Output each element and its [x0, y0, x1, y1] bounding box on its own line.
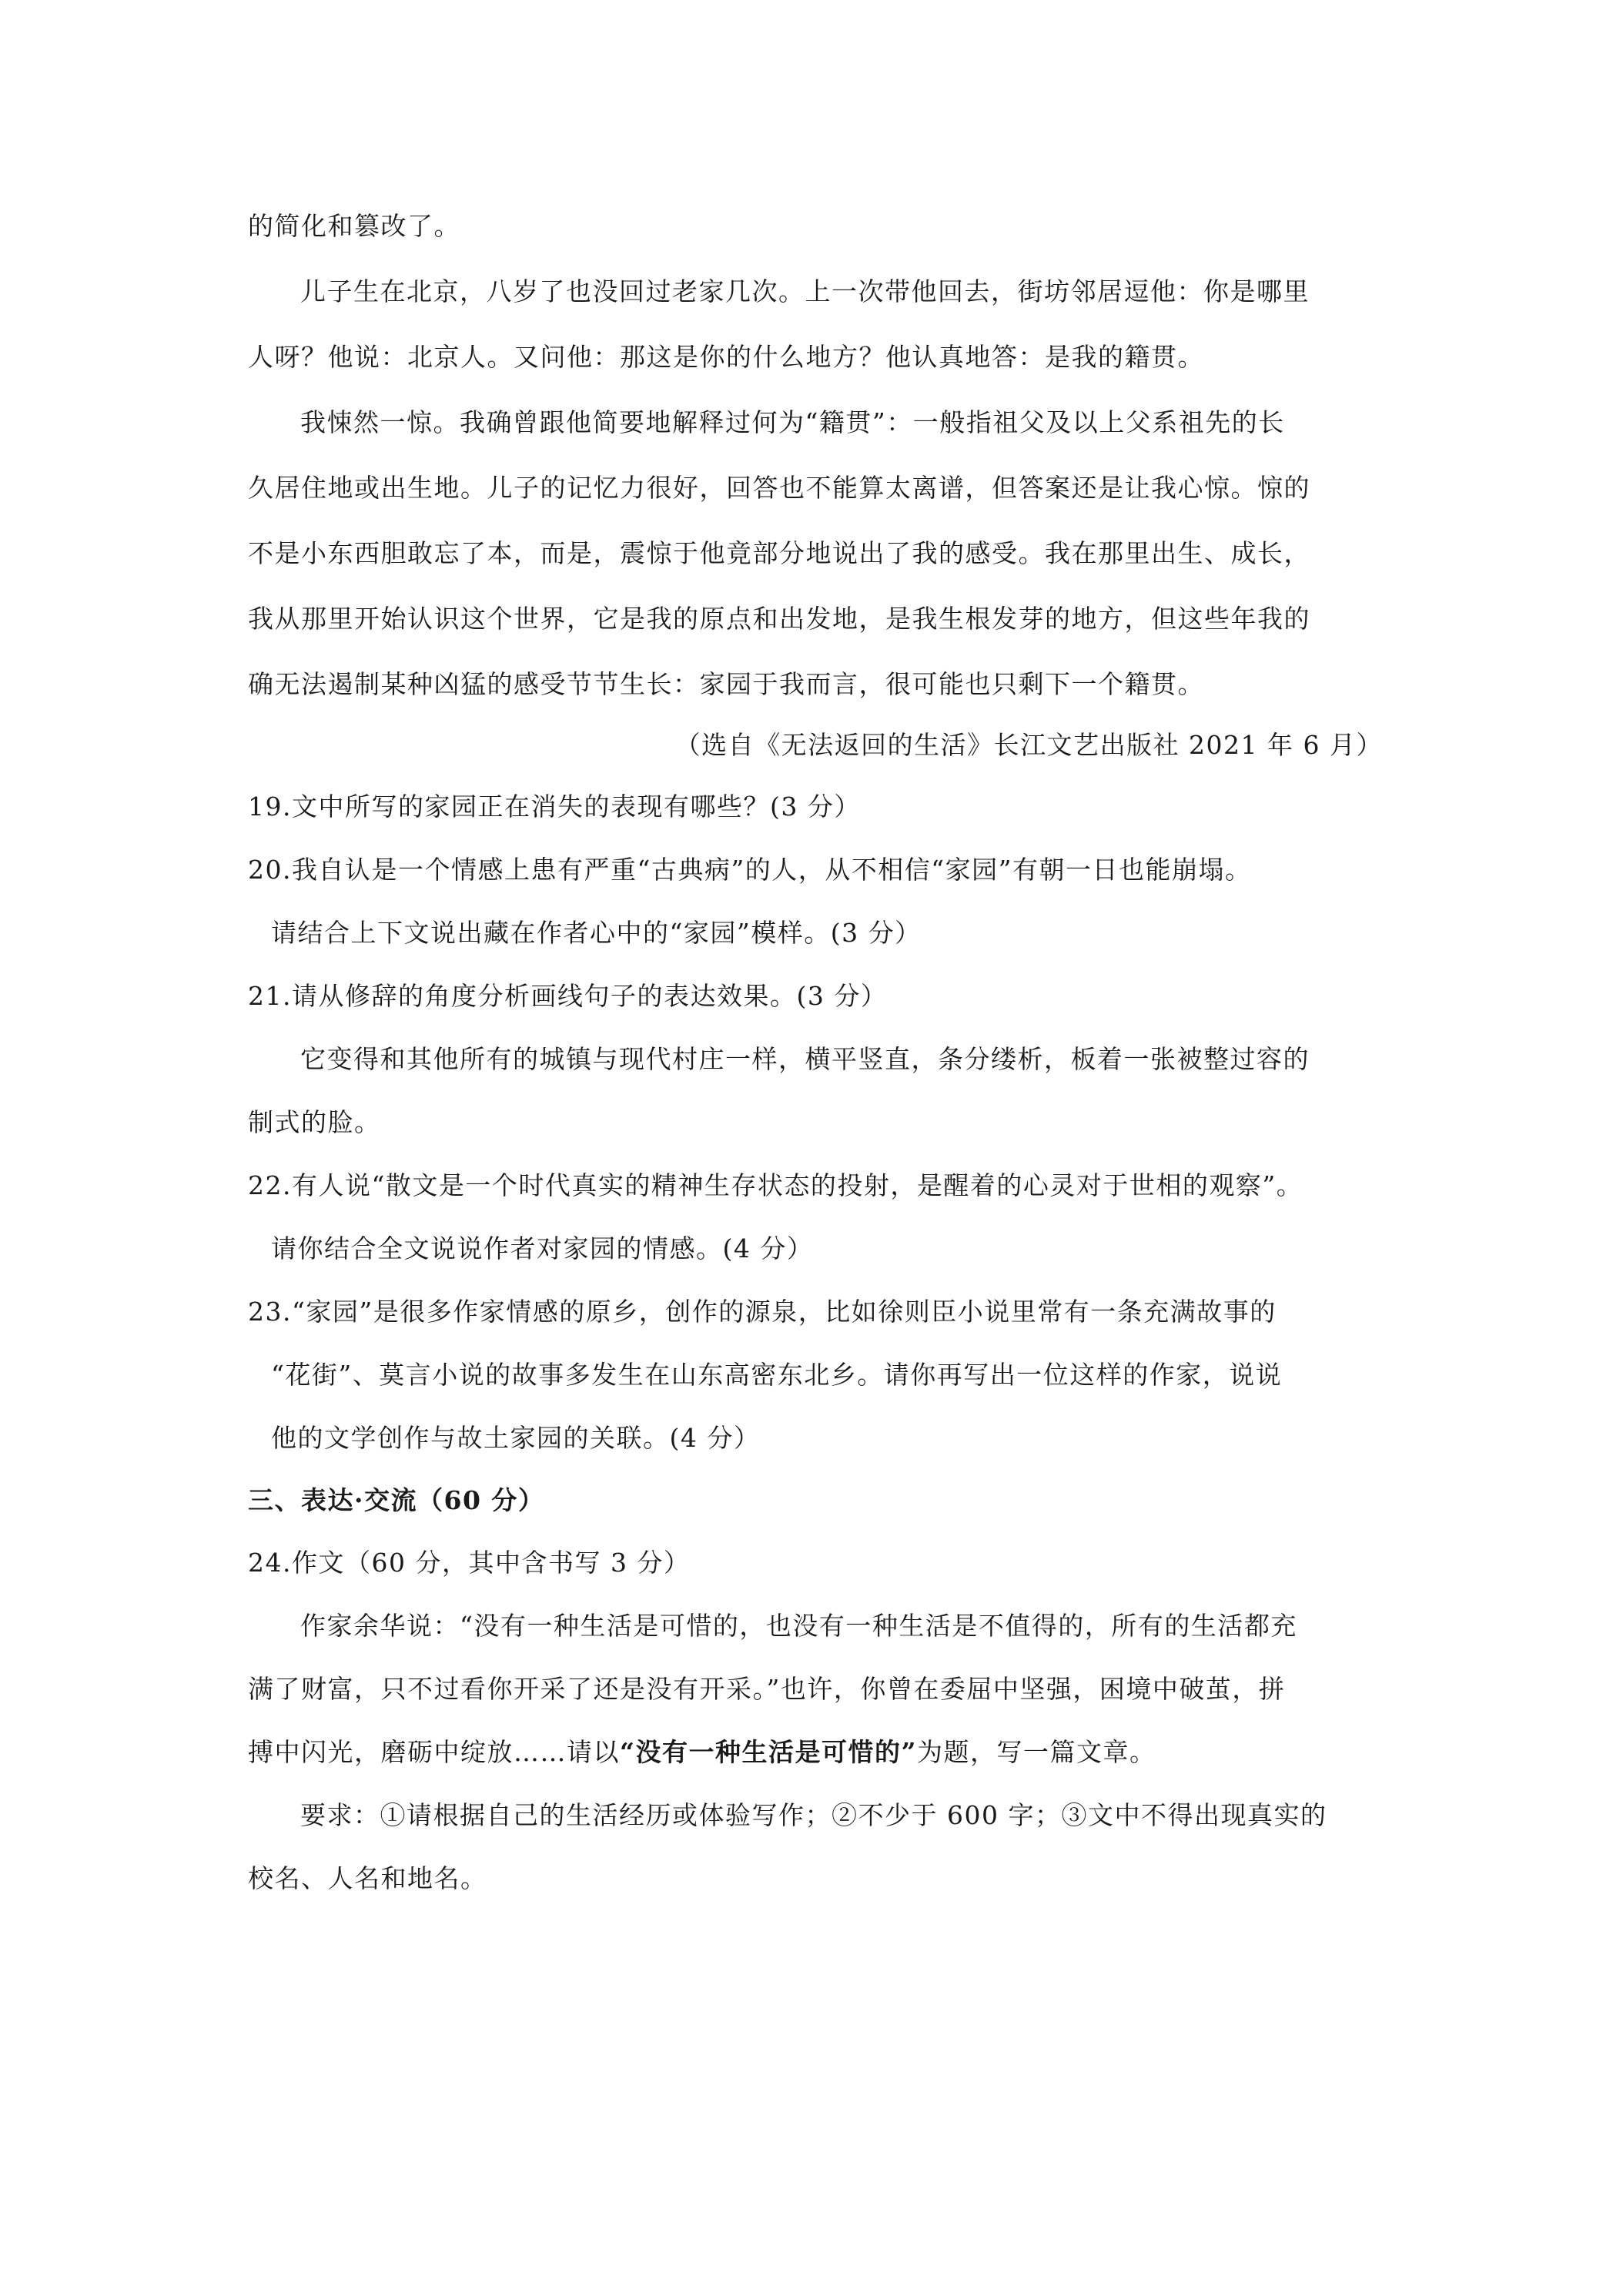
- essay-prompt-line: 满了财富，只不过看你开采了还是没有开采。”也许，你曾在委屈中坚强，困境中破茧，拼: [248, 1674, 1286, 1704]
- essay-requirements-continued: 校名、人名和地名。: [248, 1863, 487, 1893]
- question-23-continued: “花街”、莫言小说的故事多发生在山东高密东北乡。请你再写出一位这样的作家，说说: [271, 1360, 1283, 1390]
- passage-line: 久居住地或出生地。儿子的记忆力很好，回答也不能算太离谱，但答案还是让我心惊。惊的: [248, 473, 1310, 503]
- question-24: 24.作文（60 分，其中含书写 3 分）: [248, 1548, 691, 1578]
- question-23-continued: 他的文学创作与故土家园的关联。(4 分）: [271, 1423, 761, 1453]
- passage-line: 人呀？他说：北京人。又问他：那这是你的什么地方？他认真地答：是我的籍贯。: [248, 342, 1204, 372]
- passage-line: 我悚然一惊。我确曾跟他简要地解释过何为“籍贯”：一般指祖父及以上父系祖先的长: [300, 407, 1285, 437]
- quoted-sentence-continued: 制式的脸。: [248, 1107, 381, 1137]
- passage-line: 我从那里开始认识这个世界，它是我的原点和出发地，是我生根发芽的地方，但这些年我的: [248, 604, 1310, 634]
- passage-line: 确无法遏制某种凶猛的感受节节生长：家园于我而言，很可能也只剩下一个籍贯。: [248, 669, 1204, 699]
- quoted-sentence: 它变得和其他所有的城镇与现代村庄一样，横平竖直，条分缕析，板着一张被整过容的: [300, 1044, 1310, 1074]
- essay-prompt-line: 作家余华说：“没有一种生活是可惜的，也没有一种生活是不值得的，所有的生活都充: [300, 1611, 1297, 1641]
- section-heading: 三、表达·交流（60 分）: [248, 1485, 545, 1515]
- passage-line: 儿子生在北京，八岁了也没回过老家几次。上一次带他回去，街坊邻居逗他：你是哪里: [300, 276, 1310, 306]
- question-22-continued: 请你结合全文说说作者对家园的情感。(4 分）: [271, 1233, 814, 1263]
- question-20-continued: 请结合上下文说出藏在作者心中的“家园”模样。(3 分）: [271, 918, 922, 948]
- essay-prompt-text: 搏中闪光，磨砺中绽放……请以: [248, 1737, 620, 1767]
- essay-requirements: 要求：①请根据自己的生活经历或体验写作；②不少于 600 字；③文中不得出现真实的: [300, 1800, 1327, 1830]
- question-21: 21.请从修辞的角度分析画线句子的表达效果。(3 分）: [248, 981, 888, 1011]
- essay-prompt-text: 为题，写一篇文章。: [916, 1737, 1156, 1767]
- question-20: 20.我自认是一个情感上患有严重“古典病”的人，从不相信“家园”有朝一日也能崩塌。: [248, 855, 1252, 885]
- passage-line: 不是小东西胆敢忘了本，而是，震惊于他竟部分地说出了我的感受。我在那里出生、成长，: [248, 538, 1310, 568]
- passage-line: 的简化和篡改了。: [248, 211, 460, 241]
- question-22: 22.有人说“散文是一个时代真实的精神生存状态的投射，是醒着的心灵对于世相的观察”。: [248, 1170, 1303, 1200]
- essay-title: “没有一种生活是可惜的”: [620, 1737, 917, 1767]
- question-23: 23.“家园”是很多作家情感的原乡，创作的源泉，比如徐则臣小说里常有一条充满故事的: [248, 1297, 1277, 1327]
- question-19: 19.文中所写的家园正在消失的表现有哪些？(3 分）: [248, 792, 861, 822]
- source-citation: （选自《无法返回的生活》长江文艺出版社 2021 年 6 月）: [674, 730, 1383, 760]
- essay-prompt-line: [248, 1735, 1383, 1769]
